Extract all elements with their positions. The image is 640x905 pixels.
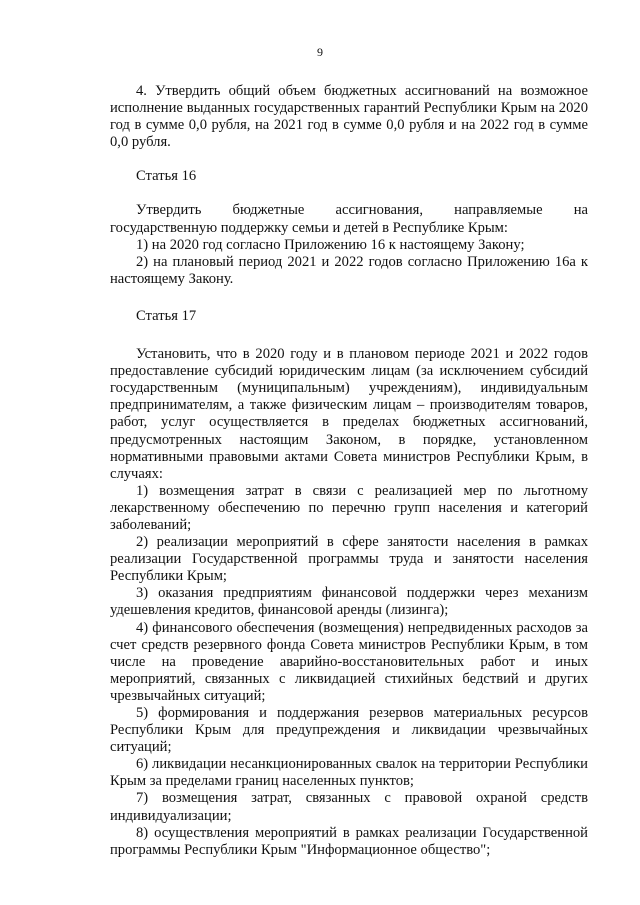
list-item-16-2: 2) на плановый период 2021 и 2022 годов согласно Приложению 16а к настоящему Закону. <box>110 253 588 287</box>
list-item-17-7: 7) возмещения затрат, связанных с правовой охраной средств индивидуализации; <box>110 790 588 824</box>
list-item-16-1: 1) на 2020 год согласно Приложению 16 к настоящему Закону; <box>136 236 525 253</box>
list-item-17-6: 6) ликвидации несанкционированных свалок на территории Республики Крым за пределами границ населенных пунктов; <box>110 756 588 790</box>
document-body <box>110 83 588 859</box>
article-16-heading: Статья 16 <box>136 168 197 185</box>
list-item-17-2: 2) реализации мероприятий в сфере занятости населения в рамках реализации Государственной программы труда и занятости населения Республики Крым; <box>110 534 588 585</box>
paragraph-article-16-intro: Утвердить бюджетные ассигнования, направляемые на государственную поддержку семьи и детей в Республике Крым: <box>110 202 588 236</box>
list-item-17-3: 3) оказания предприятиям финансовой поддержки через механизм удешевления кредитов, финансовой аренды (лизинга); <box>110 585 588 619</box>
list-item-17-5: 5) формирования и поддержания резервов материальных ресурсов Республики Крым для предупреждения и ликвидации чрезвычайных ситуаций; <box>110 705 588 756</box>
list-item-17-1: 1) возмещения затрат в связи с реализацией мер по льготному лекарственному обеспечению по перечню групп населения и категорий заболеваний; <box>110 482 588 533</box>
paragraph-article-17-intro: Установить, что в 2020 году и в плановом периоде 2021 и 2022 годов предоставление субсидий юридическим лицам (за исключением субсидий государственным (муниципальным) учреждениям), индивидуальным предпринимателям, а также физическим лицам – производителям товаров, работ, услуг осуществляется в пределах бюджетных ассигнований, предусмотренных настоящим Законом, в порядке, установленном нормативными правовыми актами Совета министров Республики Крым, в случаях: <box>110 346 588 482</box>
list-item-17-8: 8) осуществления мероприятий в рамках реализации Государственной программы Республики Крым "Информационное общество"; <box>110 824 588 858</box>
article-17-heading: Статья 17 <box>136 307 197 324</box>
page-number: 9 <box>317 45 323 59</box>
list-item-17-4: 4) финансового обеспечения (возмещения) непредвиденных расходов за счет средств резервного фонда Совета министров Республики Крым, в том числе на проведение аварийно-восстановительных работ и иных мероприятий, связанных с ликвидацией стихийных бедствий и других чрезвычайных ситуаций; <box>110 619 588 704</box>
paragraph-guarantees: 4. Утвердить общий объем бюджетных ассигнований на возможное исполнение выданных государственных гарантий Республики Крым на 2020 год в сумме 0,0 рубля, на 2021 год в сумме 0,0 рубля и на 2022 год в сумме 0,0 рубля. <box>110 83 588 151</box>
